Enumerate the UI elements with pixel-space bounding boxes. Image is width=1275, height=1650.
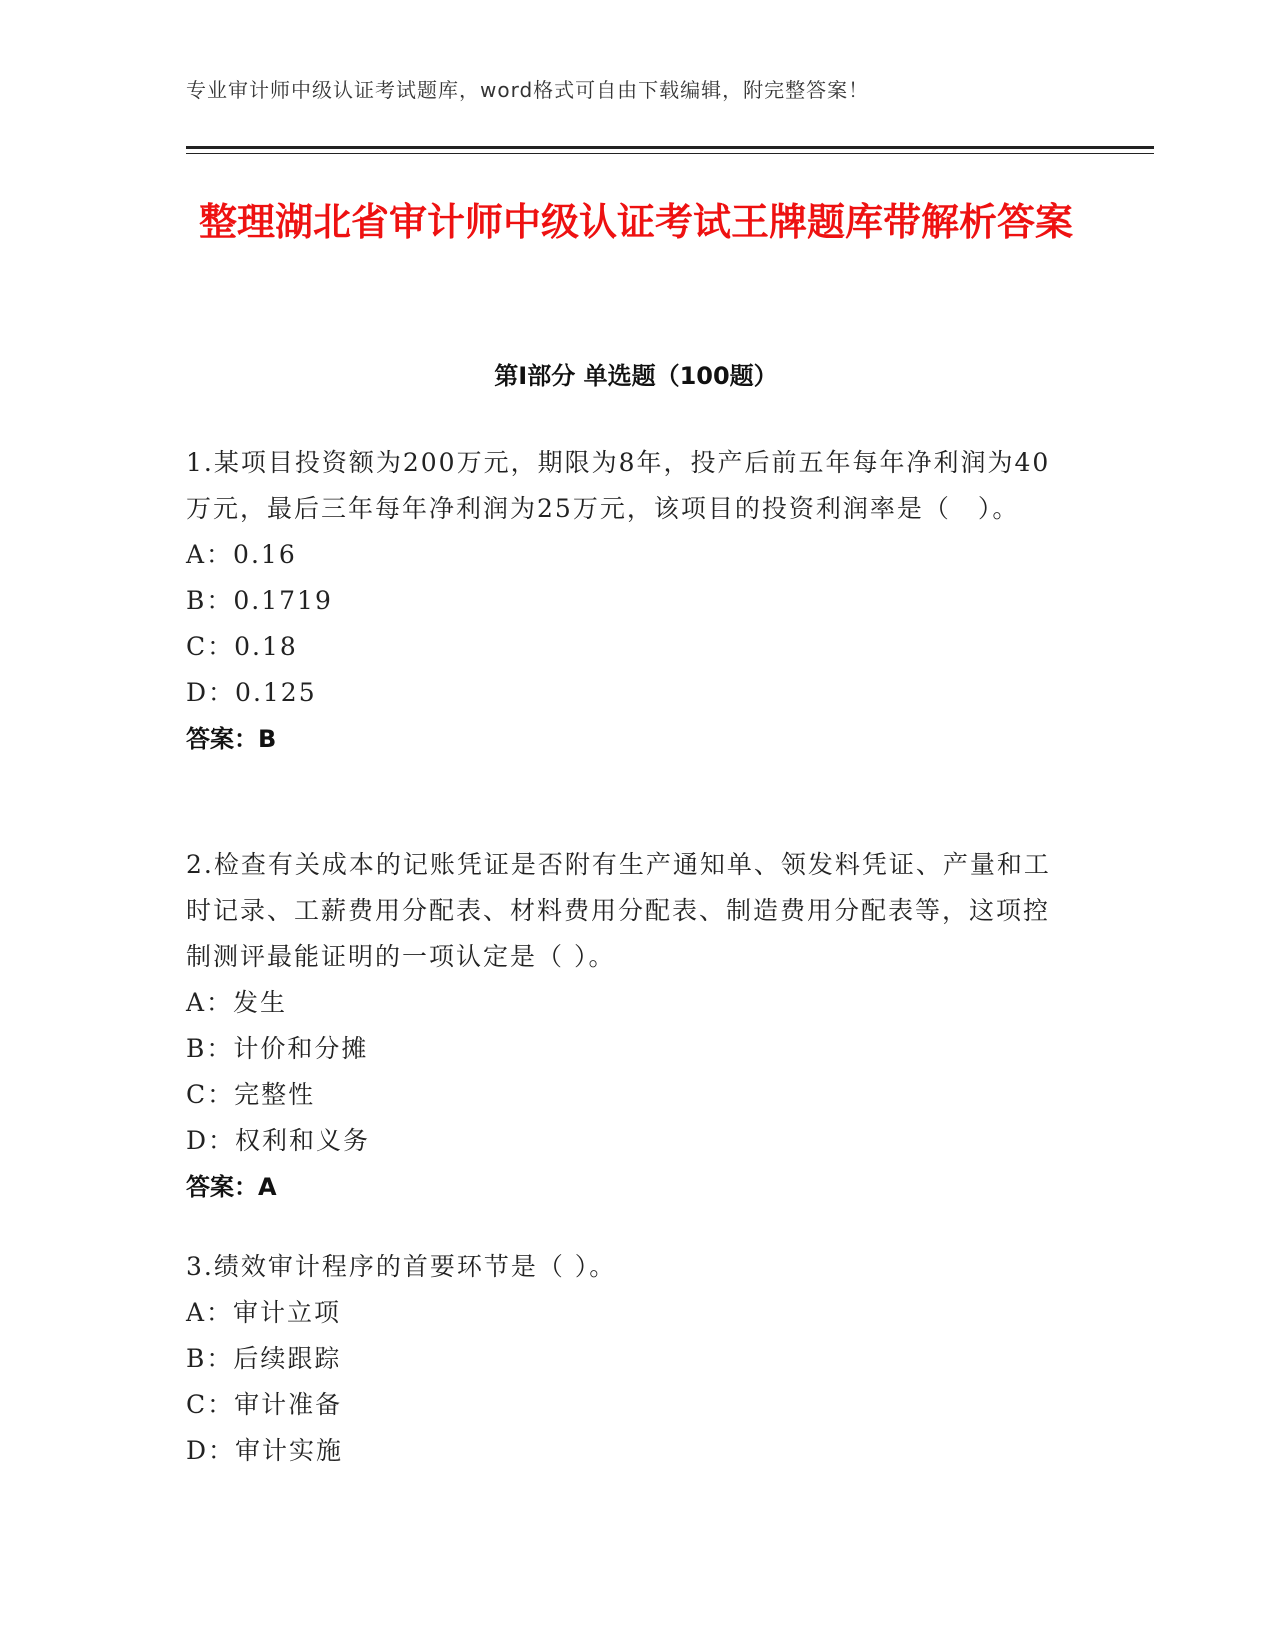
question-stem: 3.绩效审计程序的首要环节是（ ）。 [186, 1252, 617, 1281]
option-c: C：0.18 [186, 632, 298, 661]
option-b: B：后续跟踪 [186, 1344, 342, 1373]
option-d: D：权利和义务 [186, 1126, 371, 1155]
option-a: A：审计立项 [186, 1298, 342, 1327]
option-d: D：审计实施 [186, 1436, 344, 1465]
option-d: D：0.125 [186, 678, 317, 707]
page-header: 专业审计师中级认证考试题库，word格式可自由下载编辑，附完整答案！ [186, 78, 870, 102]
question-1 [186, 440, 1066, 762]
document-title: 整理湖北省审计师中级认证考试王牌题库带解析答案 [198, 200, 1073, 244]
option-b: B：0.1719 [186, 586, 333, 615]
question-3 [186, 1244, 1066, 1474]
option-c: C：完整性 [186, 1080, 316, 1109]
question-stem: 2.检查有关成本的记账凭证是否附有生产通知单、领发料凭证、产量和工时记录、工薪费用分配表、材料费用分配表、制造费用分配表等，这项控制测评最能证明的一项认定是（ ）。 [186, 850, 1051, 971]
section-heading: 第Ⅰ部分 单选题（100题） [494, 362, 778, 390]
answer: 答案：B [186, 725, 277, 753]
option-c: C：审计准备 [186, 1390, 343, 1419]
option-a: A：发生 [186, 988, 288, 1017]
option-b: B：计价和分摊 [186, 1034, 369, 1063]
answer: 答案：A [186, 1173, 277, 1201]
header-rule-thick [186, 146, 1154, 149]
question-2 [186, 842, 1066, 1210]
header-rule-thin [186, 153, 1154, 154]
question-stem: 1.某项目投资额为200万元，期限为8年，投产后前五年每年净利润为40万元，最后三年每年净利润为25万元，该项目的投资利润率是（ ）。 [186, 448, 1051, 523]
option-a: A：0.16 [186, 540, 297, 569]
